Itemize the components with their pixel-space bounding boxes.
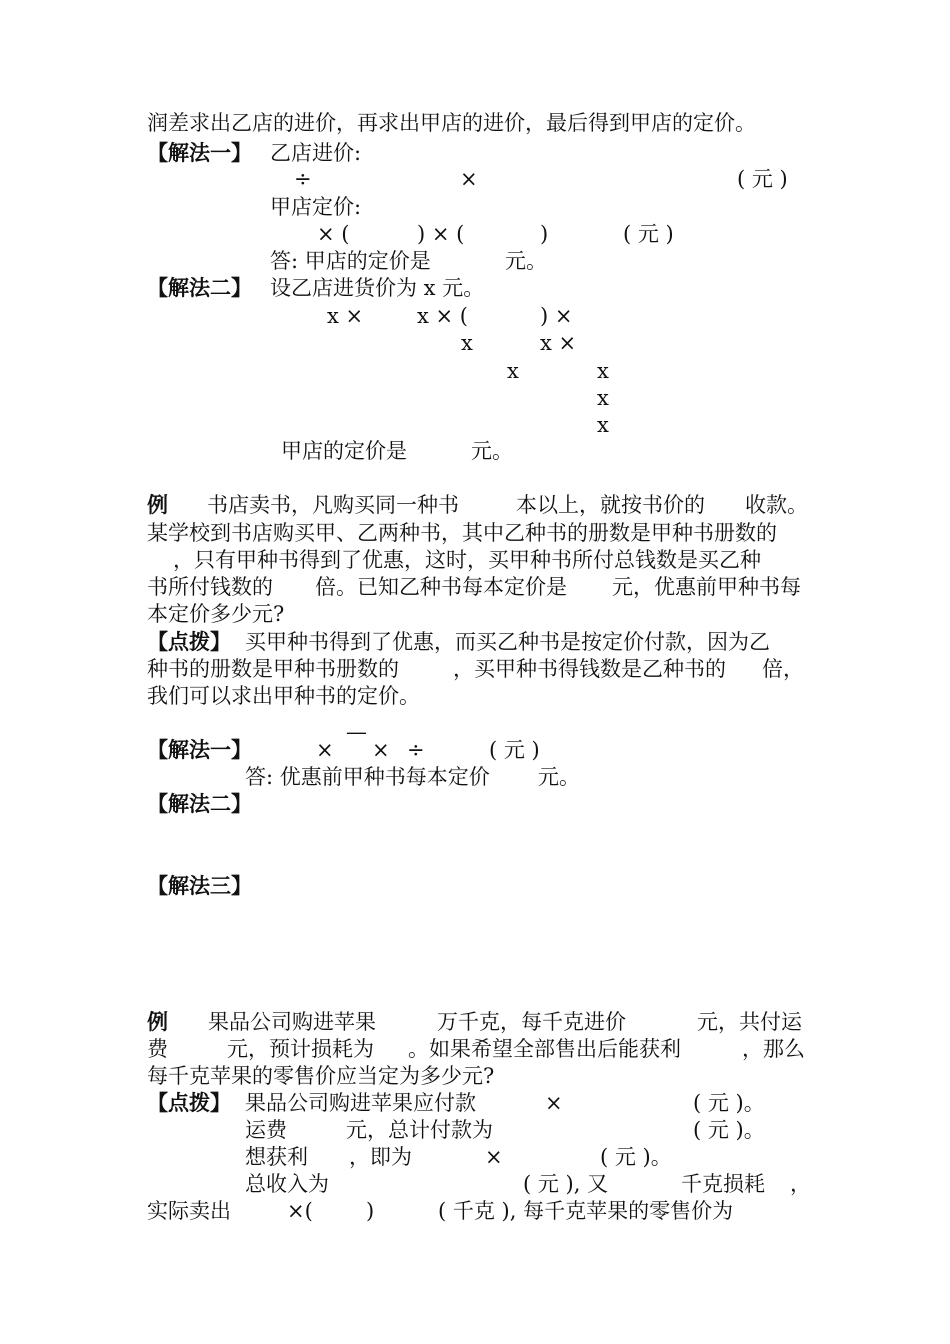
text-line: ，只有甲种书得到了优惠，这时，买甲种书所付总钱数是买乙种 [173, 548, 761, 572]
formula-part: × ( [317, 222, 350, 246]
fraction-bar: — [346, 720, 367, 744]
text-line: 本定价多少元? [147, 602, 285, 626]
unit-label: ( 元 )。 [693, 1118, 765, 1142]
text-line: 元，预计损耗为 [227, 1037, 374, 1061]
text-line: 书所付钱数的 [147, 575, 273, 599]
text-line: 元，共付运 [697, 1010, 802, 1034]
example-label: 例 [147, 1009, 168, 1034]
formula-part: ×( [287, 1199, 313, 1223]
formula-part: ) × ( [417, 222, 465, 246]
formula-part: × [316, 738, 334, 762]
formula-part: x [597, 413, 609, 437]
answer-unit: 元。 [538, 765, 580, 789]
text-line: 实际卖出 [147, 1199, 231, 1223]
formula-part: x [461, 331, 473, 355]
formula-part: ) [366, 1199, 375, 1223]
example-label: 例 [147, 492, 168, 517]
unit-label: ( 元 ) [737, 167, 788, 191]
text-line: 。如果希望全部售出后能获利 [408, 1037, 681, 1061]
text-line: 想获利 [245, 1145, 308, 1169]
text-line: 元，优惠前甲种书每 [612, 575, 801, 599]
answer-unit: 元。 [471, 439, 513, 463]
unit-label: ( 元 ) [489, 738, 540, 762]
text-line: 运费 [245, 1118, 287, 1142]
answer-text: 答: 优惠前甲种书每本定价 [245, 765, 490, 789]
solution-label: 【解法二】 [147, 275, 252, 300]
formula-part: x × [540, 331, 577, 355]
unit-label: ( 元 )。 [693, 1091, 765, 1115]
formula-part: ) [540, 222, 549, 246]
answer-text: 答: 甲店的定价是 [270, 249, 431, 273]
text-line: ，买甲种书得钱数是乙种书的 [453, 657, 726, 681]
text-line: 书店卖书，凡购买同一种书 [207, 493, 459, 517]
multiply-sign: × [485, 1145, 503, 1169]
divide-sign: ÷ [294, 167, 312, 191]
solution-label: 【解法二】 [147, 791, 252, 816]
text-line: 某学校到书店购买甲、乙两种书，其中乙种书的册数是甲种书册数的 [147, 521, 777, 545]
formula-part: x [597, 359, 609, 383]
text-line: 收款。 [745, 493, 808, 517]
formula-part: x × ( [417, 304, 468, 328]
unit-label: ( 元 )。 [600, 1145, 672, 1169]
multiply-sign: × [460, 167, 478, 191]
solution-label: 【解法三】 [147, 873, 252, 898]
text-line: 买甲种书得到了优惠，而买乙种书是按定价付款，因为乙 [245, 630, 770, 654]
formula-part: x [507, 359, 519, 383]
formula-part: × [372, 738, 390, 762]
text-line: 千克损耗 [681, 1172, 765, 1196]
text-line: 润差求出乙店的进价，再求出甲店的进价，最后得到甲店的定价。 [147, 111, 756, 135]
text-line: 每千克苹果的零售价应当定为多少元? [147, 1064, 495, 1088]
text-line: 我们可以求出甲种书的定价。 [147, 684, 420, 708]
text-line: 费 [147, 1037, 168, 1061]
text-line: 总收入为 [245, 1172, 329, 1196]
formula-part: ÷ [407, 738, 425, 762]
text-line: ，即为 [349, 1145, 412, 1169]
text-line: 倍， [762, 657, 804, 681]
formula-part: x × [327, 304, 364, 328]
answer-text: 甲店的定价是 [281, 439, 407, 463]
unit-label: ( 元 ), 又 [523, 1172, 609, 1196]
formula-part: ) × [540, 304, 573, 328]
text-line: 乙店进价: [270, 141, 362, 165]
hint-label: 【点拨】 [147, 1090, 231, 1115]
solution-label: 【解法一】 [147, 140, 252, 165]
answer-unit: 元。 [505, 249, 547, 273]
text-line: ( 千克 ), 每千克苹果的零售价为 [438, 1199, 734, 1223]
text-line: 元，总计付款为 [346, 1118, 493, 1142]
text-line: 种书的册数是甲种书册数的 [147, 657, 399, 681]
unit-label: ( 元 ) [623, 222, 674, 246]
text-line: 果品公司购进苹果应付款 [245, 1091, 476, 1115]
text-line: ， [790, 1172, 811, 1196]
text-line: 设乙店进货价为 x 元。 [270, 276, 485, 300]
text-line: 甲店定价: [270, 195, 362, 219]
solution-label: 【解法一】 [147, 737, 252, 762]
hint-label: 【点拨】 [147, 629, 231, 654]
multiply-sign: × [545, 1091, 563, 1115]
text-line: 本以上，就按书价的 [516, 493, 705, 517]
text-line: ，那么 [742, 1037, 805, 1061]
formula-part: x [597, 386, 609, 410]
text-line: 果品公司购进苹果 [208, 1010, 376, 1034]
text-line: 倍。已知乙种书每本定价是 [315, 575, 567, 599]
text-line: 万千克，每千克进价 [437, 1010, 626, 1034]
